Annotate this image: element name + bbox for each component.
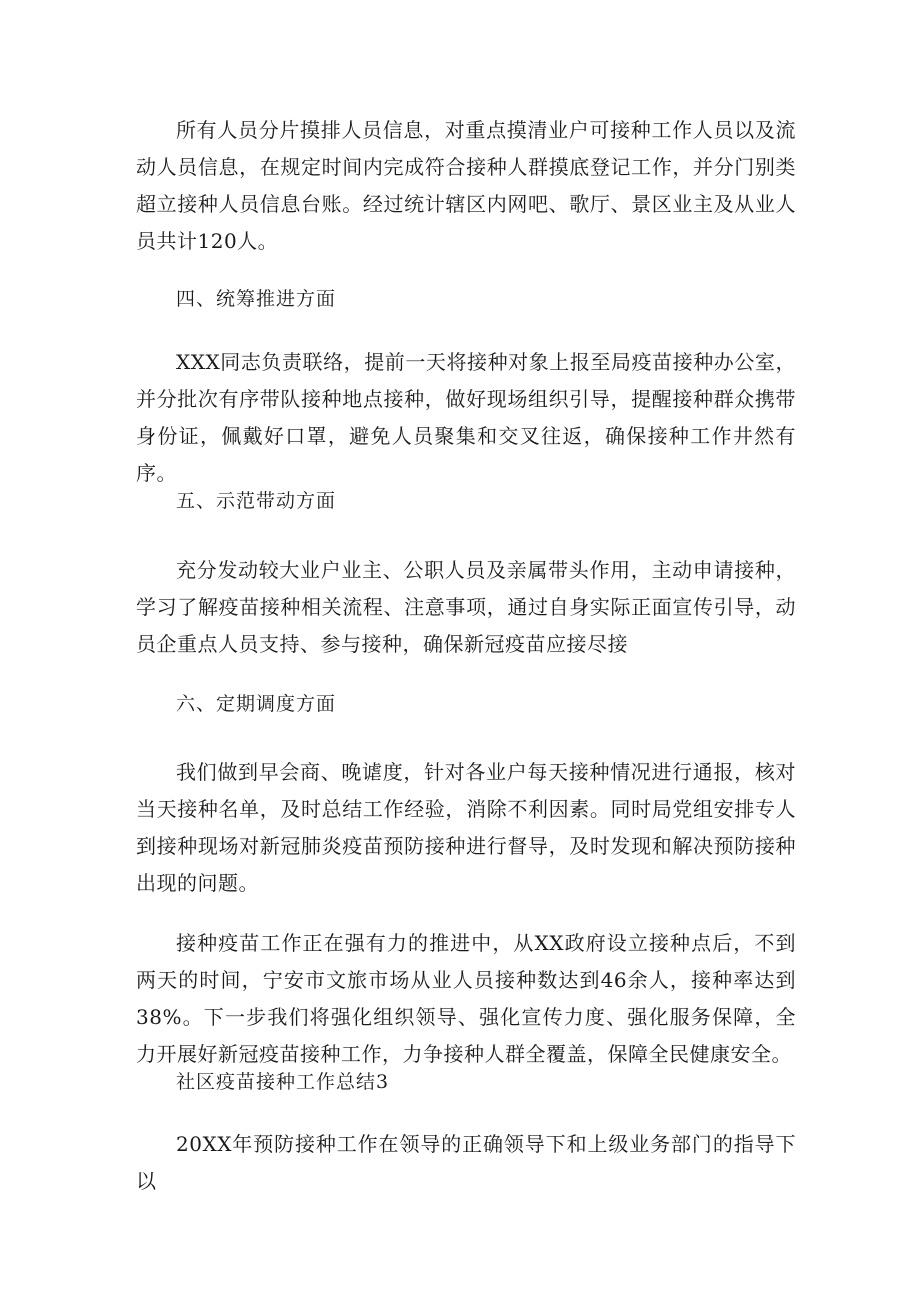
paragraph-summary-intro: 20XX年预防接种工作在领导的正确领导下和上级业务部门的指导下以 [136, 1132, 796, 1193]
paragraph-scheduling: 我们做到早会商、晚谑度，针对各业户每天接种情况进行通报，核对当天接种名单，及时总结工作经验，消除不利因素。同时局党组安排专人到接种现场对新冠肺炎疫苗预防接种进行督导，及时发现和解决预防接种出现的问题。 [136, 760, 796, 895]
section-heading-6: 六、定期调度方面 [176, 693, 337, 715]
paragraph-demonstration: 充分发动较大业户业主、公职人员及亲属带头作用，主动申请接种，学习了解疫苗接种相关流程、注意事项，通过自身实际正面宣传引导，动员企重点人员支持、参与接种，确保新冠疫苗应接尽接 [136, 558, 796, 656]
paragraph-progress: 接种疫苗工作正在强有力的推进中，从XX政府设立接种点后，不到两天的时间，宁安市文旅市场从业人员接种数达到46余人，接种率达到38%。下一步我们将强化组织领导、强化宣传力度、强化服务保障，全力开展好新冠疫苗接种工作，力争接种人群全覆盖，保障全民健康安全。 [136, 931, 796, 1066]
section-heading-5: 五、示范带动方面 [176, 490, 337, 512]
document-subtitle: 社区疫苗接种工作总结3 [176, 1071, 390, 1093]
paragraph-coordination: XXX同志负责联络，提前一天将接种对象上报至局疫苗接种办公室，并分批次有序带队接种地点接种，做好现场组织引导，提醒接种群众携带身份证，佩戴好口罩，避免人员聚集和交叉往返，确保接种工作井然有序。 [136, 350, 796, 485]
paragraph-staff-survey: 所有人员分片摸排人员信息，对重点摸清业户可接种工作人员以及流动人员信息，在规定时间内完成符合接种人群摸底登记工作，并分门别类超立接种人员信息台账。经过统计辖区内网吧、歌厅、景区业主及从业人员共计120人。 [136, 118, 796, 253]
section-heading-4: 四、统筹推进方面 [176, 288, 337, 310]
